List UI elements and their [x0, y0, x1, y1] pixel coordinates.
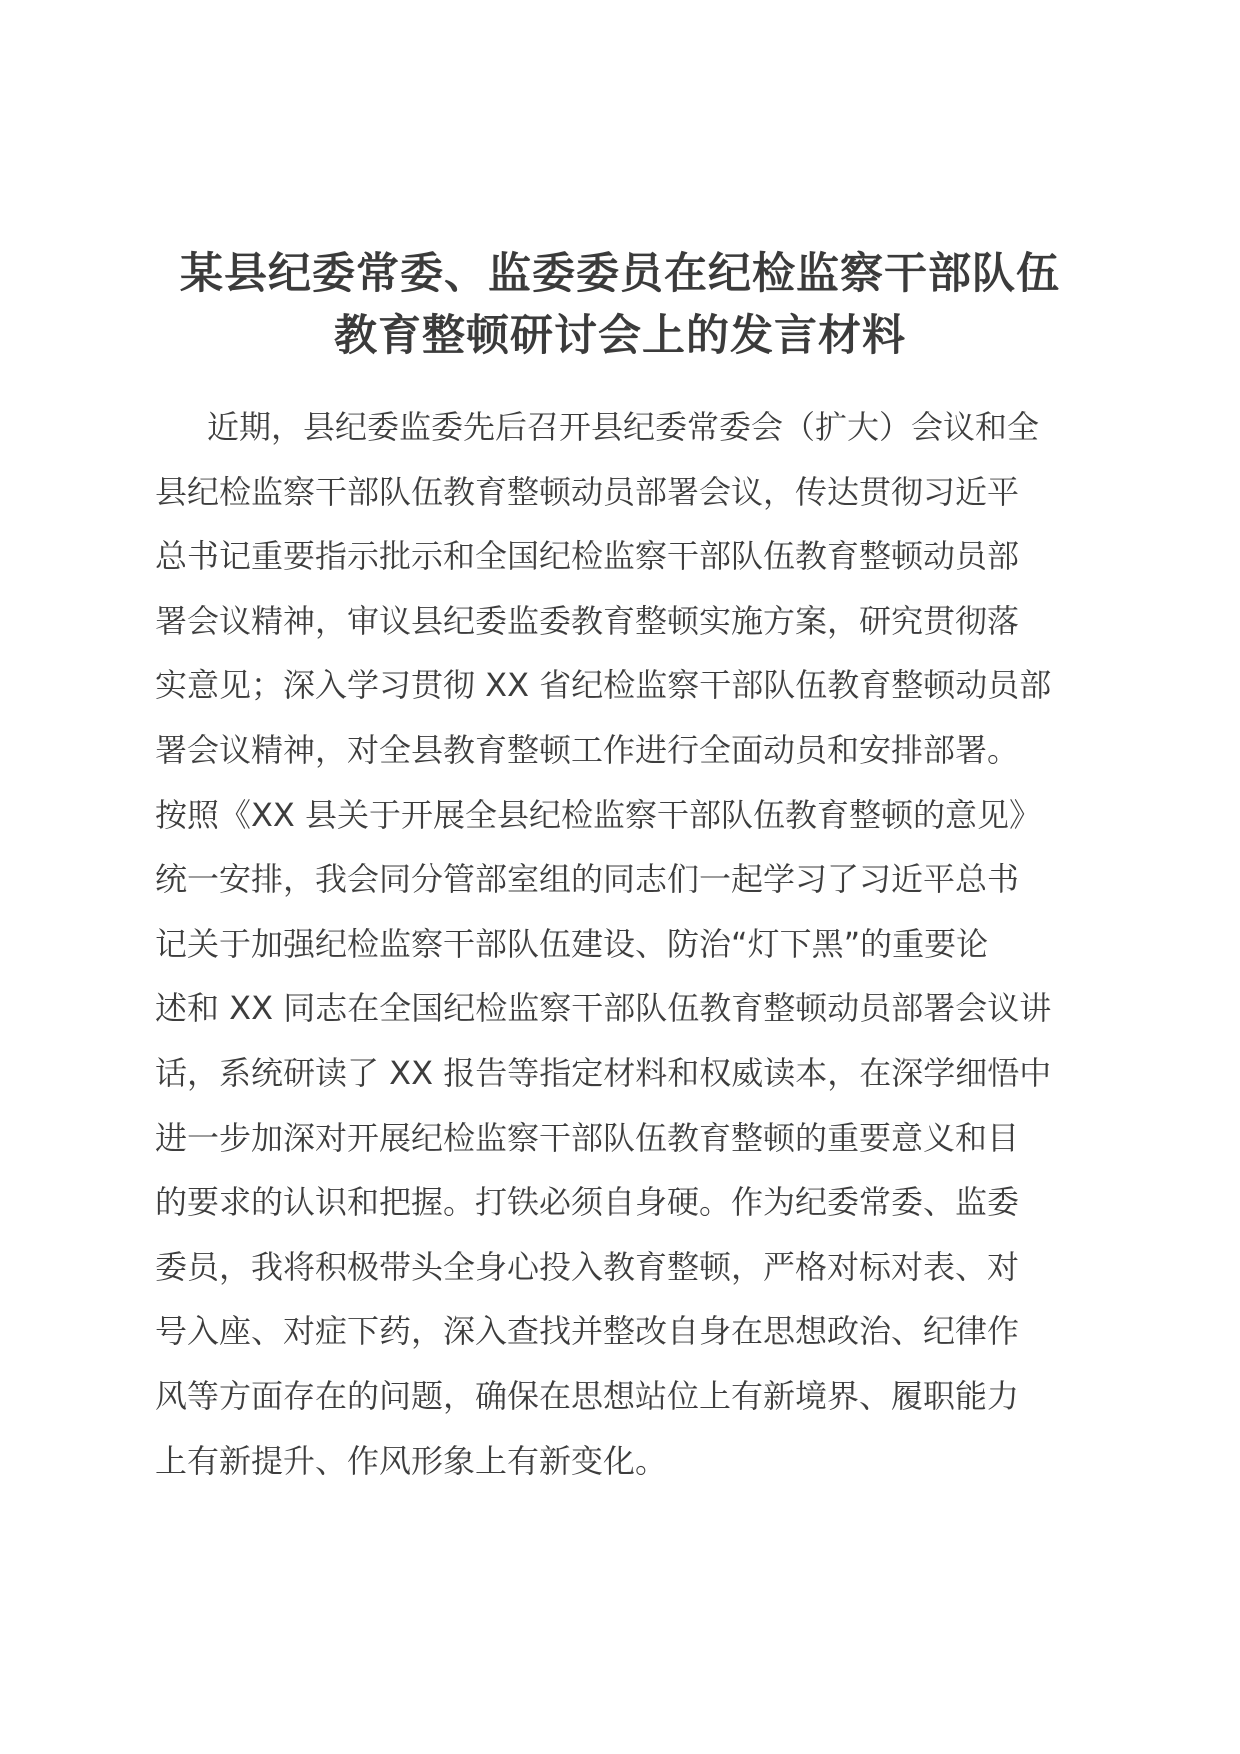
- body-line: 述和 XX 同志在全国纪检监察干部队伍教育整顿动员部署会议讲: [155, 989, 1052, 1028]
- body-line: 的要求的认识和把握。打铁必须自身硬。作为纪委常委、监委: [155, 1183, 1020, 1222]
- body-line: 县纪检监察干部队伍教育整顿动员部署会议，传达贯彻习近平: [155, 472, 1020, 511]
- body-line: 实意见；深入学习贯彻 XX 省纪检监察干部队伍教育整顿动员部: [155, 666, 1052, 705]
- body-line: 委员，我将积极带头全身心投入教育整顿，严格对标对表、对: [155, 1247, 1020, 1286]
- document-body: [155, 395, 1085, 1493]
- body-line: 按照《XX 县关于开展全县纪检监察干部队伍教育整顿的意见》: [155, 795, 1042, 834]
- body-line: 总书记重要指示批示和全国纪检监察干部队伍教育整顿动员部: [155, 537, 1020, 576]
- body-line: 近期，县纪委监委先后召开县纪委常委会（扩大）会议和全: [207, 408, 1040, 446]
- document-title: [140, 243, 1100, 367]
- title-line-1: 某县纪委常委、监委委员在纪检监察干部队伍: [180, 249, 1060, 299]
- body-line: 上有新提升、作风形象上有新变化。: [155, 1441, 668, 1480]
- body-line: 话，系统研读了 XX 报告等指定材料和权威读本，在深学细悟中: [155, 1053, 1052, 1092]
- body-line: 署会议精神，对全县教育整顿工作进行全面动员和安排部署。: [155, 730, 1020, 769]
- body-line: 风等方面存在的问题，确保在思想站位上有新境界、履职能力: [155, 1376, 1020, 1415]
- body-line: 记关于加强纪检监察干部队伍建设、防治“灯下黑”的重要论: [155, 924, 989, 963]
- body-line: 署会议精神，审议县纪委监委教育整顿实施方案，研究贯彻落: [155, 601, 1020, 640]
- body-line: 统一安排，我会同分管部室组的同志们一起学习了习近平总书: [155, 860, 1020, 899]
- title-line-2: 教育整顿研讨会上的发言材料: [334, 311, 906, 361]
- body-line: 进一步加深对开展纪检监察干部队伍教育整顿的重要意义和目: [155, 1118, 1020, 1157]
- body-line: 号入座、对症下药，深入查找并整改自身在思想政治、纪律作: [155, 1312, 1020, 1351]
